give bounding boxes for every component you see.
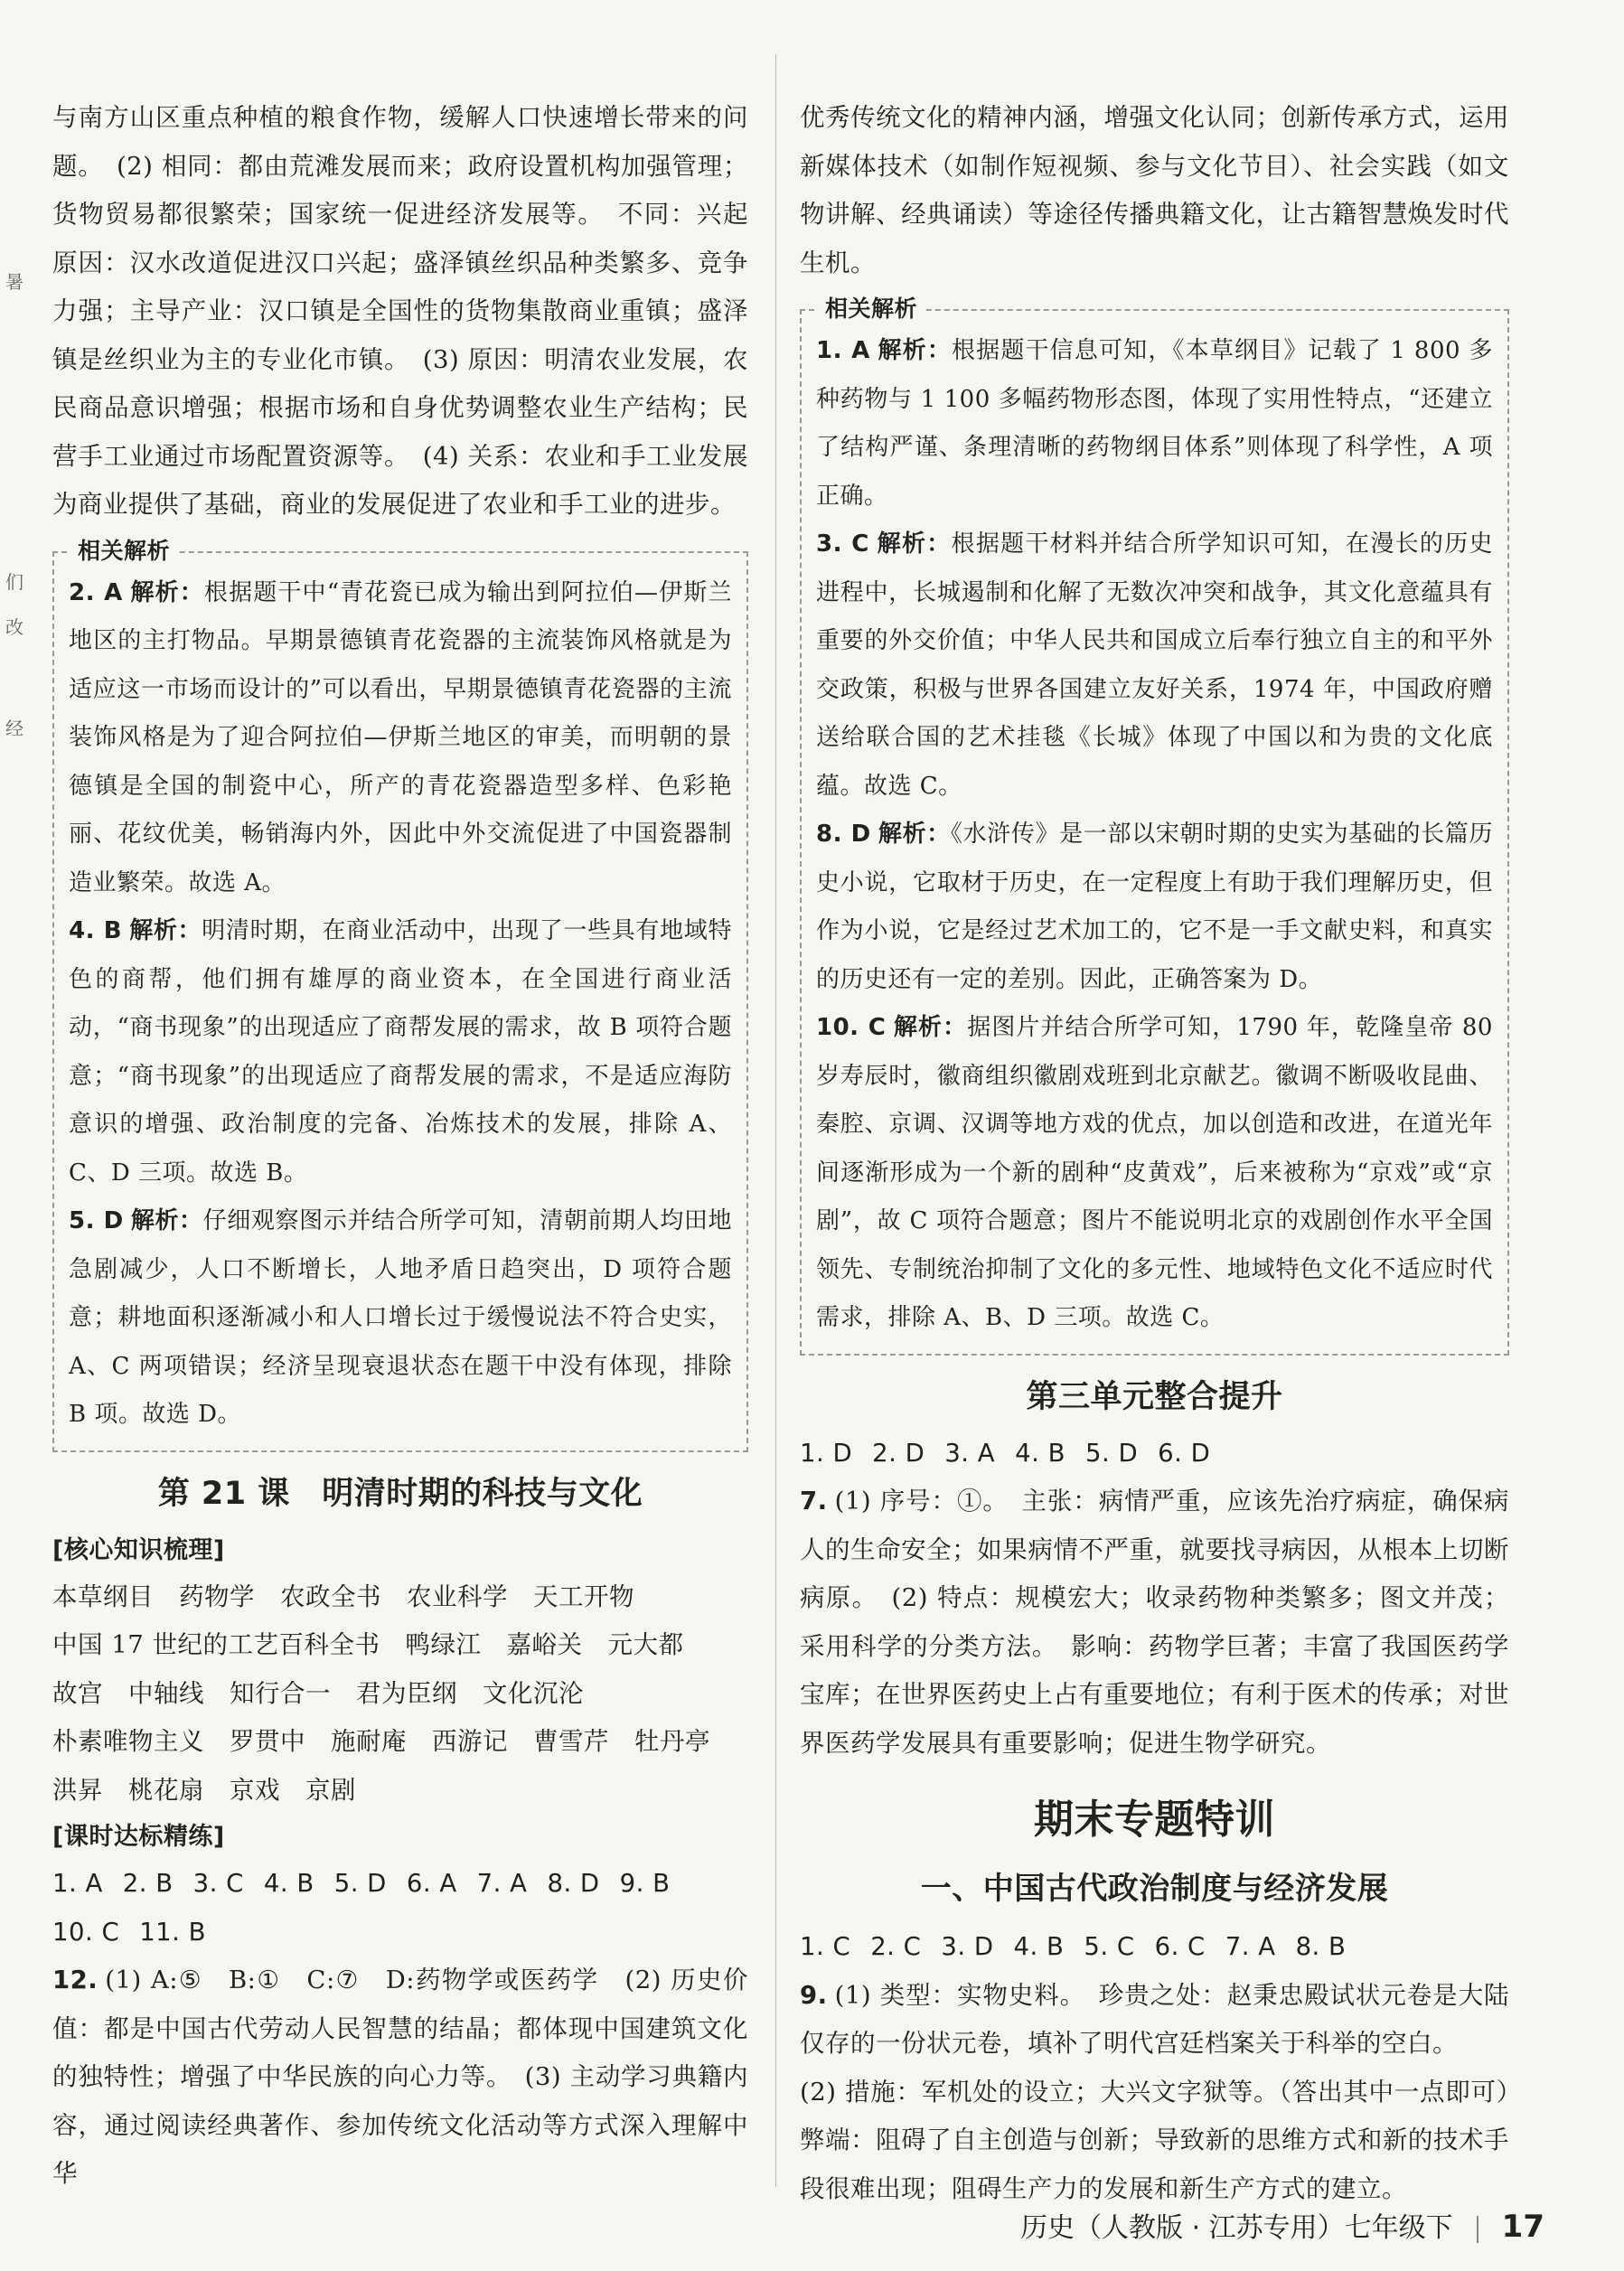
section-tag-knowledge: [核心知识梳理] xyxy=(52,1535,225,1564)
question-9-answer-b: (2) 措施：军机处的设立；大兴文字狱等。（答出其中一点即可）弊端：阻碍了自主创造与创新；导致新的思维方式和新的技术手段很难出现；阻碍生产力的发展和新生产方式的建立。 xyxy=(800,2077,1509,2203)
answer: 7. A xyxy=(476,1869,528,1898)
answer: 8. B xyxy=(1295,1932,1347,1961)
keyword: 天工开物 xyxy=(533,1581,634,1611)
answer: 1. D xyxy=(800,1438,853,1468)
column-divider xyxy=(775,54,776,2187)
final-section-subtitle: 一、中国古代政治制度与经济发展 xyxy=(920,1871,1389,1907)
section-tag-practice: [课时达标精练] xyxy=(52,1823,225,1851)
answer: 1. A xyxy=(52,1869,103,1898)
answer: 11. B xyxy=(139,1917,207,1947)
keyword: 洪昇 xyxy=(52,1775,103,1805)
keyword: 君为臣纲 xyxy=(356,1678,457,1708)
keyword: 故宫 xyxy=(52,1678,103,1708)
margin-char: 经 xyxy=(5,718,23,739)
analysis-box-title: 相关解析 xyxy=(818,294,925,324)
page-footer xyxy=(1020,2204,1544,2251)
keyword: 农政全书 xyxy=(280,1581,381,1611)
keyword: 罗贯中 xyxy=(230,1727,305,1756)
footer-divider xyxy=(1477,2216,1478,2243)
answer-row xyxy=(52,1860,748,1909)
keyword: 施耐庵 xyxy=(331,1727,407,1756)
keyword-list xyxy=(52,1573,748,1816)
answer: 3. C xyxy=(192,1869,244,1898)
answer: 3. A xyxy=(944,1438,996,1468)
right-analysis-box xyxy=(800,296,1509,1356)
keyword: 京戏 xyxy=(230,1775,280,1805)
analysis-item: 10. C 解析：据图片并结合所学可知，1790 年，乾隆皇帝 80 岁寿辰时，徽商组织徽剧戏班到北京献艺。徽调不断吸收昆曲、秦腔、京调、汉调等地方戏的优点，加以创造和改进，在道光年间逐渐形成为一个新的剧种“皮黄戏”，后来被称为“京戏”或“京剧”，故 C 项符合题意；图片不能说明北京的戏剧创作水平全国领先、专制统治抑制了文化的多元性、地域特色文化不适应时代需求，排除 A、B、D 三项。故选 C。 xyxy=(816,1014,1493,1331)
left-column xyxy=(52,94,748,2199)
keyword: 曹雪芹 xyxy=(533,1727,609,1756)
unit-title: 第三单元整合提升 xyxy=(1026,1378,1283,1415)
keyword: 中国 17 世纪的工艺百科全书 xyxy=(52,1630,380,1659)
answer: 2. B xyxy=(122,1869,174,1898)
question-12-answer: 12. (1) A:⑤ B:① C:⑦ D:药物学或医药学 (2) 历史价值：都是中国古代劳动人民智慧的结晶；都体现中国建筑文化的独特性；增强了中华民族的向心力等。 (3) 主动学习典籍内容，通过阅读经典著作、参加传统文化活动等方式深入理解中华 xyxy=(52,1966,748,2188)
lesson-title: 第 21 课 明清时期的科技与文化 xyxy=(157,1475,643,1512)
analysis-item: 5. D 解析：仔细观察图示并结合所学可知，清朝前期人均田地急剧减少，人口不断增长，人地矛盾日趋突出，D 项符合题意；耕地面积逐渐减小和人口增长过于缓慢说法不符合史实，A、C 两项错误；经济呈现衰退状态在题干中没有体现，排除 B 项。故选 D。 xyxy=(69,1207,732,1428)
right-column xyxy=(800,94,1509,2213)
answer: 6. A xyxy=(406,1869,457,1898)
answer: 5. D xyxy=(333,1869,387,1898)
answer-row xyxy=(52,1909,748,1957)
answer: 5. C xyxy=(1084,1932,1135,1961)
left-intro-text: 与南方山区重点种植的粮食作物，缓解人口快速增长带来的问题。 (2) 相同：都由荒滩发展而来；政府设置机构加强管理；货物贸易都很繁荣；国家统一促进经济发展等。 不同：兴起原因：汉水改道促进汉口兴起；盛泽镇丝织品种类繁多、竞争力强；主导产业：汉口镇是全国性的货物集散商业重镇；盛泽镇是丝织业为主的专业化市镇。 (3) 原因：明清农业发展，农民商品意识增强；根据市场和自身优势调整农业生产结构；民营手工业通过市场配置资源等。 (4) 关系：农业和手工业发展为商业提供了基础，商业的发展促进了农业和手工业的进步。 xyxy=(52,103,748,519)
keyword: 药物学 xyxy=(179,1581,255,1611)
keyword: 文化沉沦 xyxy=(483,1678,584,1708)
analysis-item: 2. A 解析：根据题干中“青花瓷已成为输出到阿拉伯—伊斯兰地区的主打物品。早期景德镇青花瓷器的主流装饰风格就是为适应这一市场而设计的”可以看出，早期景德镇青花瓷器的主流装饰风格是为了迎合阿拉伯—伊斯兰地区的审美，而明朝的景德镇是全国的制瓷中心，所产的青花瓷器造型多样、色彩艳丽、花纹优美，畅销海内外，因此中外交流促进了中国瓷器制造业繁荣。故选 A。 xyxy=(69,578,732,896)
keyword: 西游记 xyxy=(432,1727,508,1756)
keyword: 嘉峪关 xyxy=(506,1630,583,1659)
question-9-answer-a: 9. (1) 类型：实物史料。 珍贵之处：赵秉忠殿试状元卷是大陆仅存的一份状元卷，填补了明代宫廷档案关于科举的空白。 xyxy=(800,1980,1509,2058)
keyword: 桃花扇 xyxy=(128,1775,204,1805)
keyword: 鸭绿江 xyxy=(405,1630,482,1659)
footer-subject: 历史（人教版 · 江苏专用）七年级下 xyxy=(1020,2212,1453,2244)
answer: 6. D xyxy=(1158,1438,1211,1468)
keyword: 中轴线 xyxy=(128,1678,204,1708)
left-analysis-box xyxy=(52,537,748,1452)
answer: 4. B xyxy=(1013,1932,1065,1961)
answer: 2. C xyxy=(870,1932,922,1961)
keyword: 元大都 xyxy=(607,1630,684,1659)
keyword: 朴素唯物主义 xyxy=(52,1727,204,1756)
answer-row xyxy=(800,1923,1509,1972)
margin-char: 改 xyxy=(5,616,23,638)
answer: 6. C xyxy=(1154,1932,1206,1961)
keyword: 农业科学 xyxy=(407,1581,508,1611)
answer: 4. B xyxy=(263,1869,314,1898)
keyword: 本草纲目 xyxy=(52,1581,154,1611)
answer: 9. B xyxy=(619,1869,671,1898)
analysis-item: 3. C 解析：根据题干材料并结合所学知识可知，在漫长的历史进程中，长城遏制和化解了无数次冲突和战争，其文化意蕴具有重要的外交价值；中华人民共和国成立后奉行独立自主的和平外交政策，积极与世界各国建立友好关系，1974 年，中国政府赠送给联合国的艺术挂毯《长城》体现了中国以和为贵的文化底蕴。故选 C。 xyxy=(816,530,1493,800)
analysis-item: 1. A 解析：根据题干信息可知，《本草纲目》记载了 1 800 多种药物与 1 100 多幅药物形态图，体现了实用性特点，“还建立了结构严谨、条理清晰的药物纲目体系”则体现了科学性，A 项正确。 xyxy=(816,337,1493,510)
answer: 7. A xyxy=(1225,1932,1276,1961)
analysis-box-title: 相关解析 xyxy=(70,536,177,567)
answer: 2. D xyxy=(872,1438,925,1468)
page-number: 17 xyxy=(1501,2209,1544,2245)
question-7-answer: 7. (1) 序号：①。 主张：病情严重，应该先治疗病症，确保病人的生命安全；如果病情不严重，就要找寻病因，从根本上切断病原。 (2) 特点：规模宏大；收录药物种类繁多；图文并茂；采用科学的分类方法。 影响：药物学巨著；丰富了我国医药学宝库；在世界医药史上占有重要地位；有利于医术的传承；对世界医药学发展具有重要影响；促进生物学研究。 xyxy=(800,1487,1509,1758)
answer: 8. D xyxy=(547,1869,600,1898)
answer: 3. D xyxy=(941,1932,994,1961)
answer: 1. C xyxy=(800,1932,851,1961)
answer-row xyxy=(800,1430,1509,1478)
answer: 4. B xyxy=(1015,1438,1065,1468)
answer: 10. C xyxy=(52,1917,120,1947)
margin-char: 们 xyxy=(5,571,23,593)
analysis-item: 8. D 解析：《水浒传》是一部以宋朝时期的史实为基础的长篇历史小说，它取材于历史，在一定程度上有助于我们理解历史，但作为小说，它是经过艺术加工的，它不是一手文献史料，和真实的历史还有一定的差别。因此，正确答案为 D。 xyxy=(816,821,1493,993)
margin-char: 暑 xyxy=(5,271,23,293)
keyword: 牡丹亭 xyxy=(634,1727,710,1756)
analysis-item: 4. B 解析：明清时期，在商业活动中，出现了一些具有地域特色的商帮，他们拥有雄厚的商业资本，在全国进行商业活动，“商书现象”的出现适应了商帮发展的需求，故 B 项符合题意；“商书现象”的出现适应了商帮发展的需求，不是适应海防意识的增强、政治制度的完备、冶炼技术的发展，排除 A、C、D 三项。故选 B。 xyxy=(69,917,732,1187)
answer: 5. D xyxy=(1084,1438,1139,1468)
keyword: 京剧 xyxy=(305,1775,356,1805)
final-special-title: 期末专题特训 xyxy=(1034,1797,1275,1843)
keyword: 知行合一 xyxy=(230,1678,331,1708)
right-intro-text: 优秀传统文化的精神内涵，增强文化认同；创新传承方式，运用新媒体技术（如制作短视频、参与文化节目）、社会实践（如文物讲解、经典诵读）等途径传播典籍文化，让古籍智慧焕发时代生机。 xyxy=(800,103,1509,277)
